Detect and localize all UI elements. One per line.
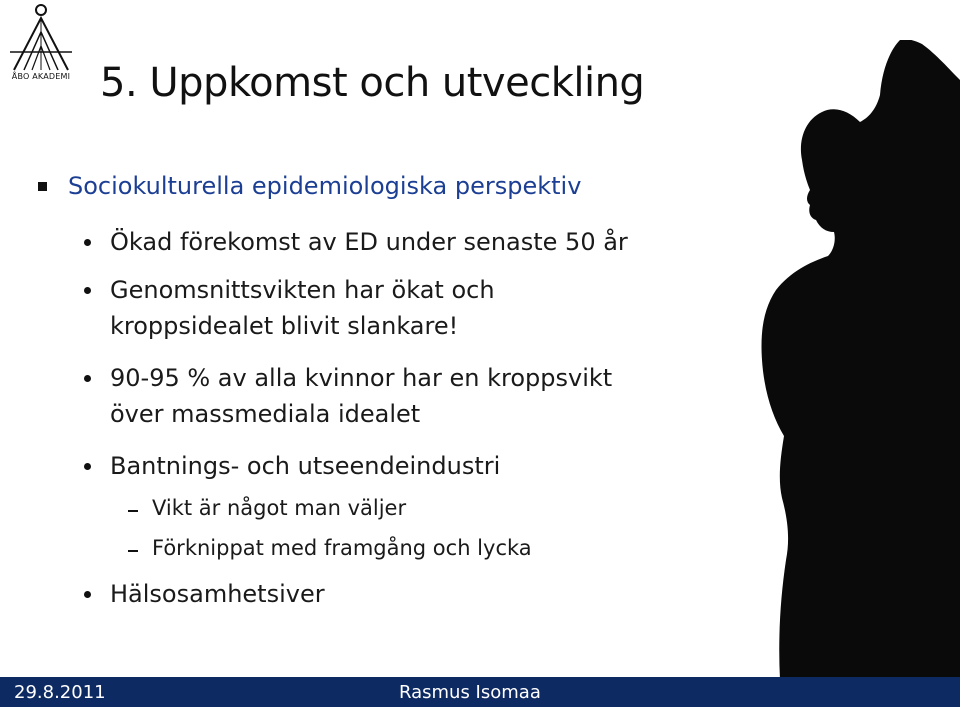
bullet-item bbox=[84, 448, 500, 484]
dash-bullet-icon bbox=[128, 510, 138, 512]
subbullet-item bbox=[128, 536, 532, 560]
bullet-text: kroppsidealet blivit slankare! bbox=[110, 312, 459, 340]
square-bullet-icon bbox=[38, 182, 47, 191]
university-logo bbox=[4, 2, 78, 86]
level1-text: Sociokulturella epidemiologiska perspektiv bbox=[68, 172, 582, 200]
abo-akademi-logo-icon bbox=[4, 2, 78, 74]
bullet-icon bbox=[84, 287, 91, 294]
slide-title: 5. Uppkomst och utveckling bbox=[100, 60, 645, 106]
bullet-item bbox=[84, 224, 628, 260]
bullet-icon bbox=[84, 463, 91, 470]
footer-bar bbox=[0, 677, 960, 707]
bullet-text: Hälsosamhetsiver bbox=[110, 580, 325, 608]
bullet-icon bbox=[84, 239, 91, 246]
woman-silhouette-image bbox=[750, 40, 960, 680]
bullet-item bbox=[84, 272, 495, 344]
bullet-text: Ökad förekomst av ED under senaste 50 år bbox=[110, 228, 628, 256]
footer-author: Rasmus Isomaa bbox=[399, 682, 541, 703]
level1-item bbox=[38, 172, 581, 200]
bullet-item bbox=[84, 360, 612, 432]
bullet-text: 90-95 % av alla kvinnor har en kroppsvikt bbox=[110, 364, 613, 392]
subbullet-item bbox=[128, 496, 406, 520]
footer-date: 29.8.2011 bbox=[14, 682, 106, 703]
logo-text: ÅBO AKADEMI bbox=[11, 72, 71, 81]
bullet-text: Bantnings- och utseendeindustri bbox=[110, 452, 501, 480]
subbullet-text: Vikt är något man väljer bbox=[152, 496, 407, 520]
bullet-text: Genomsnittsvikten har ökat och bbox=[110, 276, 495, 304]
dash-bullet-icon bbox=[128, 550, 138, 552]
subbullet-text: Förknippat med framgång och lycka bbox=[152, 536, 532, 560]
bullet-item bbox=[84, 576, 325, 612]
bullet-text: över massmediala idealet bbox=[110, 400, 421, 428]
bullet-icon bbox=[84, 375, 91, 382]
bullet-icon bbox=[84, 591, 91, 598]
